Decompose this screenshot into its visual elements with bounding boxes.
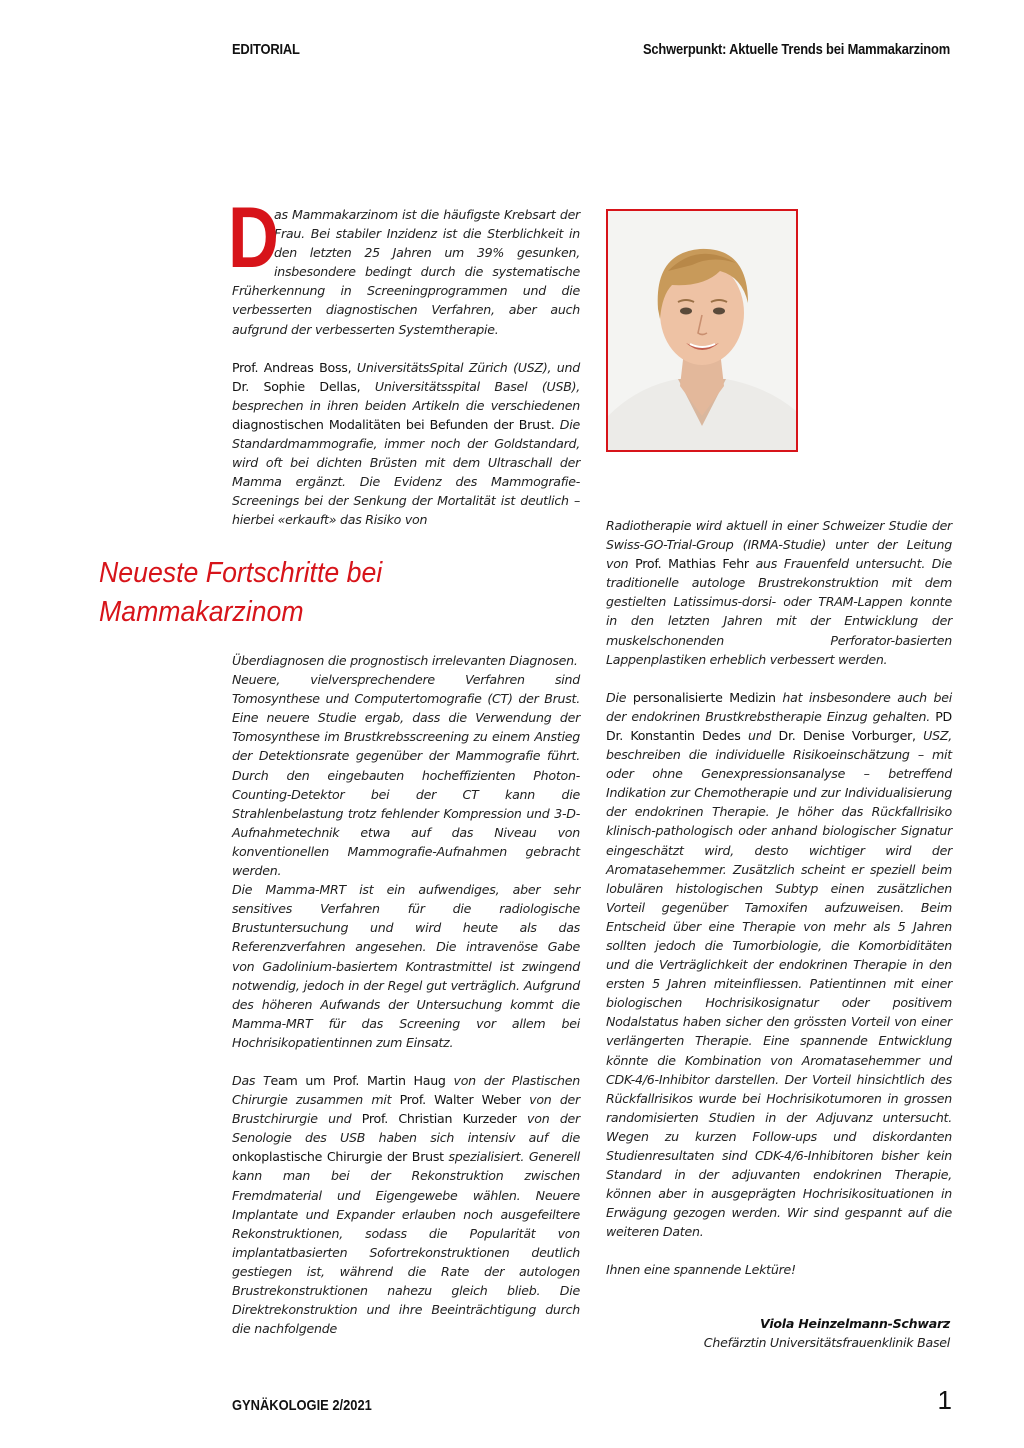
portrait-illustration <box>608 211 796 450</box>
recon-text-b: von der Plastischen Chirurgie zusammen mit <box>232 1072 581 1108</box>
recon-text-d: von der Senologie des USB haben sich intensiv auf die <box>232 1111 580 1146</box>
left-column <box>232 651 580 1338</box>
topic-personalized: personalisierte Medizin <box>632 689 776 705</box>
boss-text-2: Universitätsspital Basel (USB), besprechen in ihren beiden Artikeln die verschiedenen <box>232 378 580 413</box>
author-kurzeder: Prof. Christian Kurzeder <box>361 1111 517 1127</box>
boss-text-3: Die Standardmammografie, immer noch der Goldstandard, wird oft bei dichten Brüsten mit dem Ultraschall der Mamma ergänzt. Die Evidenz des Mammografie-Screenings bei der Senkung der Mortalität ist deutlich – hierbei «erkauft» das Risiko von <box>232 416 580 528</box>
radio-text-b: aus Frauenfeld untersucht. Die traditionelle autologe Brustrekonstruktion mit dem gestielten Latissimus-dorsi- oder TRAM-Lappen konnte in den letzten Jahren mit der Entwicklung der muskelschonenden Perforator-basierten Lappenplastiken erheblich verbessert werden. <box>606 556 952 667</box>
section-label: EDITORIAL <box>232 41 300 58</box>
author-photo <box>606 209 798 452</box>
author-boss: Prof. Andreas Boss, <box>232 359 352 375</box>
author-haug: eam um Prof. Martin Haug <box>270 1072 446 1088</box>
drop-cap: D <box>228 190 279 286</box>
radio-text-a: Radiotherapie wird aktuell in einer Schweizer Studie der Swiss-GO-Trial-Group (IRMA-Studie) unter der Leitung von <box>606 518 952 572</box>
boss-text-1: UniversitätsSpital Zürich (USZ), und <box>351 359 580 375</box>
headline-line-1: Neueste Fortschritte bei <box>99 557 383 589</box>
paragraph-reconstruction <box>232 1071 580 1338</box>
topic-diagnostics: diagnostischen Modalitäten bei Befunden der Brust. <box>232 416 555 432</box>
author-vorburger: Dr. Denise Vorburger, <box>778 727 916 743</box>
boss-paragraph <box>232 358 580 530</box>
pm-text-a: Die <box>606 689 633 705</box>
author-weber: Prof. Walter Weber <box>399 1092 521 1108</box>
author-dellas: Dr. Sophie Dellas, <box>232 378 361 394</box>
pm-text-b: hat insbesondere auch bei der endokrinen Brustkrebstherapie Einzug gehalten. <box>606 689 952 724</box>
recon-text-e: spezialisiert. Generell kann man bei der Rekonstruktion zwischen Fremdmaterial und Eigengewebe wählen. Neuere Implantate und Expander erlauben noch ausgefeiltere Rekonstruktionen, sodass die Popularität von implantatbasierten Sofortrekonstruktionen deutlich gestiegen ist, während die Rate der autologen Brustrekonstruktionen nahezu gleich blieb. Die Direktrekonstruktion und ihre Beeinträchtigung durch die nachfolgende <box>232 1149 580 1337</box>
intro-paragraph <box>228 190 580 339</box>
paragraph-tomosynthesis: Neuere, vielversprechendere Verfahren sind Tomosynthese und Computertomografie (CT) der Brust. Eine neuere Studie ergab, dass die Verwendung der Tomosynthese im Brustkrebsscreening zu einem Anstieg der Detektionsrate gegenüber der Mammografie führt. Durch den eingebauten hocheffizienten Photon-Counting-Detektor bei der CT kann die Strahlenbelastung trotz fehlender Kompression und 3-D-Aufnahmetechnik etwa auf das Niveau von konventionellen Mammografie-Aufnahmen gebracht werden. <box>232 672 580 879</box>
intro-text: as Mammakarzinom ist die häufigste Krebsart der Frau. Bei stabiler Inzidenz ist die Sterblichkeit in den letzten 25 Jahren um 39% gesunken, insbesondere bedingt durch die systematische Früherkennung in Screeningprogrammen und die verbesserten diagnostischen Verfahren, aber auch aufgrund der verbesserten Systemtherapie. <box>232 207 580 337</box>
recon-text-c: von der Brustchirurgie und <box>232 1092 580 1127</box>
pm-text-c: und <box>740 727 779 743</box>
journal-issue: GYNÄKOLOGIE 2/2021 <box>232 1397 372 1414</box>
signature-name: Viola Heinzelmann-Schwarz <box>760 1316 950 1331</box>
headline-line-2: Mammakarzinom <box>99 596 304 628</box>
intro-column <box>228 190 580 530</box>
headline <box>99 554 485 632</box>
paragraph-mri: Die Mamma-MRT ist ein aufwendiges, aber sehr sensitives Verfahren für die radiologische Brustuntersuchung und wird heute als das Referenzverfahren angesehen. Die intravenöse Gabe von Gadolinium-basiertem Kontrastmittel ist zwingend notwendig, jedoch in der Regel gut verträglich. Aufgrund des höheren Aufwands der Untersuchung kommt die Mamma-MRT für das Screening vor allem bei Hochrisikopatientinnen zum Einsatz. <box>232 882 580 1050</box>
paragraph-radiotherapy <box>606 516 952 669</box>
author-dedes: PD Dr. Konstantin Dedes <box>606 708 952 743</box>
paragraph-personalized <box>606 688 952 1242</box>
right-column <box>606 516 952 1280</box>
topic-label: Schwerpunkt: Aktuelle Trends bei Mammakarzinom <box>642 41 950 58</box>
pm-text-d: USZ, beschreiben die individuelle Risikoeinschätzung – mit oder ohne Genexpressionsanalyse – betreffend Indikation zur Chemotherapie und zur Individualisierung der endokrinen Therapie. Je höher das Rückfallrisiko klinisch-pathologisch oder anhand biologischer Signatur eingeschätzt wird, desto wichtiger wird der Aromatasehemmer. Zusätzlich scheint er speziell beim lobulären histologischen Subtyp einen zusätzlichen Vorteil gegenüber Tamoxifen aufzuweisen. Beim Entscheid über eine Therapie von mehr als 5 Jahren sollten jedoch die Tumorbiologie, die Komorbiditäten und die Verträglichkeit der endokrinen Therapie in den ersten 5 Jahren miteinfliessen. Patientinnen mit einer biologischen Hochrisikosignatur oder positivem Nodalstatus haben sicher den grössten Vorteil von einer verlängerten Therapie. Eine spannende Entwicklung könnte die Kombination von Aromatasehemmer und CDK-4/6-Inhibitor darstellen. Der Vorteil hinsichtlich des Rückfallrisikos wurde bei Hochrisikotumoren in grossen randomisierten Studien in der Adjuvanz untersucht. Wegen zu kurzen Follow-ups und diskordanten Studienresultaten sind CDK-4/6-Inhibitoren bisher kein Standard in der adjuvanten endokrinen Therapie, können aber in ausgeprägten Hochrisikosituationen in Erwägung gezogen werden. Wir sind gespannt auf die weiteren Daten. <box>606 727 952 1240</box>
topic-oncoplastic: onkoplastische Chirurgie der Brust <box>232 1149 444 1165</box>
author-fehr: Prof. Mathias Fehr <box>635 556 749 572</box>
closing-line: Ihnen eine spannende Lektüre! <box>606 1262 796 1278</box>
recon-text-a: Das T <box>232 1072 271 1088</box>
signature-role: Chefärztin Universitätsfrauenklinik Basel <box>703 1335 950 1350</box>
page-number: 1 <box>937 1385 952 1415</box>
paragraph-overdiagnosis: Überdiagnosen die prognostisch irrelevanten Diagnosen. <box>232 653 578 668</box>
